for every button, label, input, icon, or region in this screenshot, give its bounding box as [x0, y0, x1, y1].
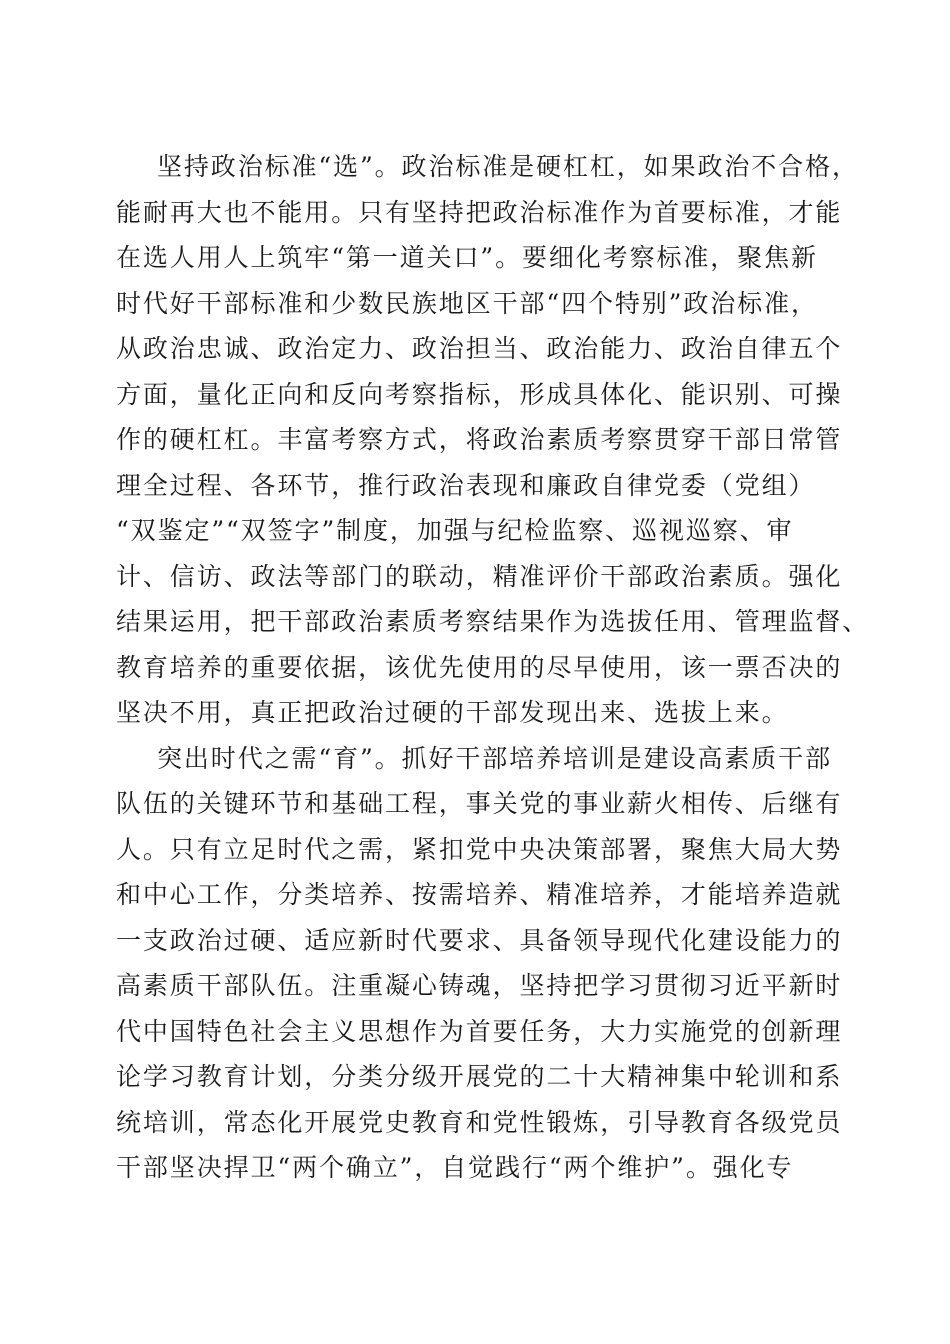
text-line: 干部坚决捍卫“两个确立”，自觉践行“两个维护”。强化专 — [116, 1153, 794, 1182]
text-line: 结果运用，把干部政治素质考察结果作为选拔任用、管理监督、 — [116, 607, 870, 636]
text-line: 计、信访、政法等部门的联动，精准评价干部政治素质。强化 — [116, 561, 843, 591]
text-line: 一支政治过硬、适应新时代要求、具备领导现代化建设能力的 — [116, 925, 843, 955]
text-line: 人。只有立足时代之需，紧扣党中央决策部署，聚焦大局大势 — [116, 834, 843, 864]
text-line: 从政治忠诚、政治定力、政治担当、政治能力、政治自律五个 — [116, 334, 843, 363]
text-line: 坚决不用，真正把政治过硬的干部发现出来、选拔上来。 — [116, 698, 789, 727]
text-line: 高素质干部队伍。注重凝心铸魂，坚持把学习贯彻习近平新时 — [116, 971, 843, 1000]
text-line: 统培训，常态化开展党史教育和党性锻炼，引导教育各级党员 — [116, 1107, 843, 1137]
text-line: 方面，量化正向和反向考察指标，形成具体化、能识别、可操 — [116, 379, 843, 409]
text-line: 论学习教育计划，分类分级开展党的二十大精神集中轮训和系 — [116, 1062, 843, 1091]
text-line: 坚持政治标准“选”。政治标准是硬杠杠，如果政治不合格， — [157, 152, 859, 181]
text-line: 队伍的关键环节和基础工程，事关党的事业薪火相传、后继有 — [116, 789, 843, 818]
document-body — [116, 144, 870, 1191]
paragraph-1 — [116, 144, 870, 736]
text-line: 和中心工作，分类培养、按需培养、精准培养，才能培养造就 — [116, 880, 843, 909]
text-line: 教育培养的重要依据，该优先使用的尽早使用，该一票否决的 — [116, 652, 843, 682]
text-line: 代中国特色社会主义思想作为首要任务，大力实施党的创新理 — [116, 1016, 843, 1046]
paragraph-2 — [116, 736, 846, 1191]
text-line: “双鉴定”“双签字”制度，加强与纪检监察、巡视巡察、审 — [116, 516, 794, 545]
text-line: 突出时代之需“育”。抓好干部培养培训是建设高素质干部 — [157, 743, 832, 773]
text-line: 作的硬杠杠。丰富考察方式，将政治素质考察贯穿干部日常管 — [116, 425, 843, 454]
text-line: 理全过程、各环节，推行政治表现和廉政自律党委（党组） — [116, 470, 816, 500]
text-line: 时代好干部标准和少数民族地区干部“四个特别”政治标准， — [116, 288, 818, 318]
text-line: 能耐再大也不能用。只有坚持把政治标准作为首要标准，才能 — [116, 197, 843, 227]
text-line: 在选人用人上筑牢“第一道关口”。要细化考察标准，聚焦新 — [116, 243, 818, 272]
